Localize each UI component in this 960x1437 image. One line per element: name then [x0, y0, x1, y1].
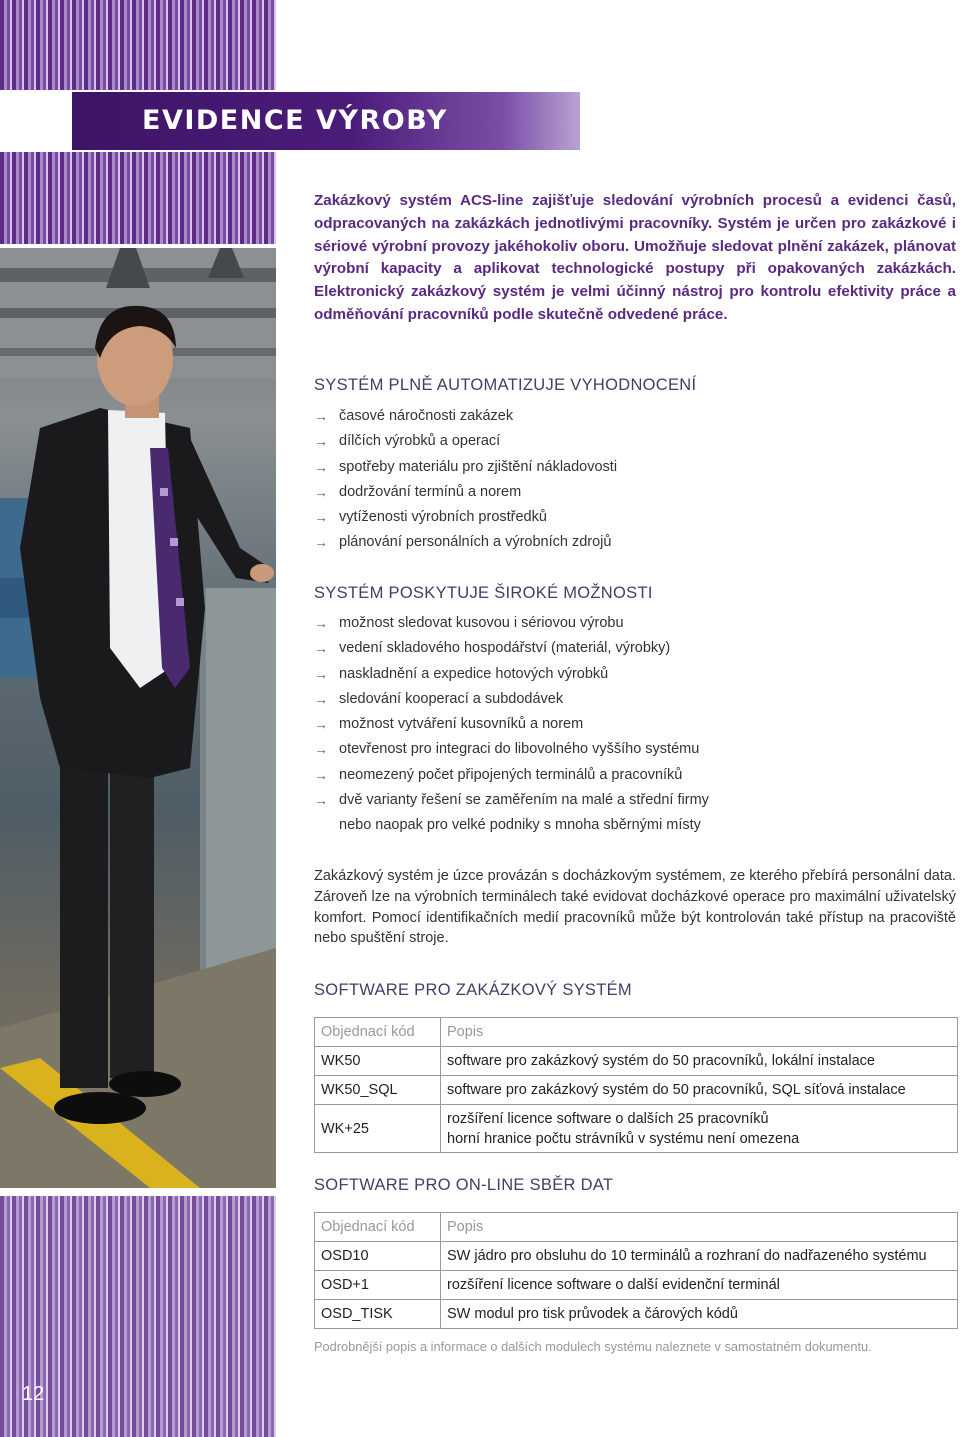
- list-item: → naskladnění a expedice hotových výrobků: [314, 662, 709, 687]
- arrow-right-icon: →: [314, 534, 328, 551]
- table-cell-desc: SW jádro pro obsluhu do 10 terminálů a rozhraní do nadřazeného systému: [441, 1242, 958, 1271]
- worker-photo-illustration: [0, 248, 276, 1188]
- table-cell-code: WK+25: [315, 1105, 441, 1153]
- options-list: [314, 611, 709, 839]
- table-cell-desc-line: rozšíření licence software o dalších 25 pracovníků: [447, 1110, 769, 1127]
- list-item: → otevřenost pro integraci do libovolného vyššího systému: [314, 737, 709, 762]
- table-row: [315, 1105, 958, 1153]
- online-table: [314, 1212, 958, 1329]
- arrow-right-icon: →: [314, 665, 328, 682]
- table-cell-code: WK50: [315, 1047, 441, 1076]
- col-header-code: Objednací kód: [315, 1018, 441, 1047]
- arrow-right-icon: →: [314, 458, 328, 475]
- list-item: → vedení skladového hospodářství (materiál, výrobky): [314, 636, 709, 661]
- evaluation-list: [314, 404, 617, 556]
- list-item: → možnost sledovat kusovou i sériovou výrobu: [314, 611, 709, 636]
- section-heading-options: SYSTÉM POSKYTUJE ŠIROKÉ MOŽNOSTI: [314, 584, 653, 602]
- table-row: [315, 1047, 958, 1076]
- software-table: [314, 1017, 958, 1153]
- table-row: [315, 1271, 958, 1300]
- list-item: → dílčích výrobků a operací: [314, 429, 617, 454]
- table-cell-desc: software pro zakázkový systém do 50 pracovníků, lokální instalace: [441, 1047, 958, 1076]
- arrow-right-icon: →: [314, 615, 328, 631]
- page-number: 12: [22, 1383, 45, 1405]
- list-item: → neomezený počet připojených terminálů a pracovníků: [314, 763, 709, 788]
- arrow-right-icon: →: [314, 792, 328, 809]
- col-header-desc: Popis: [441, 1018, 958, 1047]
- col-header-code: Objednací kód: [315, 1213, 441, 1242]
- worker-photo: [0, 248, 276, 1188]
- arrow-right-icon: →: [314, 640, 328, 657]
- col-header-desc: Popis: [441, 1213, 958, 1242]
- table-header-row: [315, 1018, 958, 1047]
- arrow-right-icon: →: [314, 433, 328, 450]
- table-row: [315, 1300, 958, 1329]
- table-row: [315, 1242, 958, 1271]
- table-row: [315, 1076, 958, 1105]
- table-cell-desc: rozšíření licence software o další evidenční terminál: [441, 1271, 958, 1300]
- list-item: → spotřeby materiálu pro zjištění nákladovosti: [314, 455, 617, 480]
- arrow-right-icon: →: [314, 483, 328, 500]
- table-cell-desc: software pro zakázkový systém do 50 pracovníků, SQL síťová instalace: [441, 1076, 958, 1105]
- intro-paragraph: Zakázkový systém ACS-line zajišťuje sledování výrobních procesů a evidenci časů, odpracovaných na zakázkách jednotlivými pracovníky. Systém je určen pro zakázkové i sériové výrobní provozy jakéhokoliv oboru. Umožňuje sledovat plnění zakázek, plánovat výrobní kapacity a aplikovat technologické postupy při opakovaných zakázkách. Elektronický zakázkový systém je velmi účinný nástroj pro kontrolu efektivity práce a odměňování pracovníků podle skutečně odvedené práce.: [314, 192, 956, 323]
- page-title: EVIDENCE VÝROBY: [142, 105, 448, 136]
- table-cell-code: OSD_TISK: [315, 1300, 441, 1329]
- section-heading-evaluation: SYSTÉM PLNĚ AUTOMATIZUJE VYHODNOCENÍ: [314, 376, 697, 394]
- list-item: → dodržování termínů a norem: [314, 480, 617, 505]
- arrow-right-icon: →: [314, 716, 328, 733]
- top-stripe-decoration: [0, 0, 276, 90]
- table-cell-code: OSD+1: [315, 1271, 441, 1300]
- table-cell-code: WK50_SQL: [315, 1076, 441, 1105]
- arrow-right-icon: →: [314, 509, 328, 526]
- table-header-row: [315, 1213, 958, 1242]
- list-item: → plánování personálních a výrobních zdrojů: [314, 530, 617, 555]
- list-item: → možnost vytváření kusovníků a norem: [314, 712, 709, 737]
- section-heading-online: SOFTWARE PRO ON-LINE SBĚR DAT: [314, 1176, 614, 1194]
- arrow-right-icon: →: [314, 741, 328, 758]
- list-item-continuation: nebo naopak pro velké podniky s mnoha sběrnými místy: [339, 817, 701, 834]
- list-item: → vytíženosti výrobních prostředků: [314, 505, 617, 530]
- table-cell-desc: [441, 1105, 958, 1153]
- arrow-right-icon: →: [314, 690, 328, 707]
- table-cell-desc-line: horní hranice počtu strávníků v systému není omezena: [447, 1130, 800, 1147]
- section-heading-software: SOFTWARE PRO ZAKÁZKOVÝ SYSTÉM: [314, 981, 632, 999]
- arrow-right-icon: →: [314, 766, 328, 783]
- list-item: → sledování kooperací a subdodávek: [314, 687, 709, 712]
- list-item: → časové náročnosti zakázek: [314, 404, 617, 429]
- mid-stripe-decoration: [0, 152, 276, 244]
- table-cell-desc: SW modul pro tisk průvodek a čárových kódů: [441, 1300, 958, 1329]
- arrow-right-icon: →: [314, 408, 328, 424]
- table-cell-code: OSD10: [315, 1242, 441, 1271]
- footnote: Podrobnější popis a informace o dalších modulech systému naleznete v samostatném dokumentu.: [314, 1339, 872, 1354]
- list-item: → dvě varianty řešení se zaměřením na malé a střední firmy: [314, 788, 709, 813]
- integration-paragraph: Zakázkový systém je úzce provázán s docházkovým systémem, ze kterého přebírá personální data. Zároveň lze na výrobních terminálech také evidovat docházkové operace pro maximální uživatelský komfort. Pomocí identifikačních medií pracovníků může být kontrolován také přístup na pracoviště nebo spuštění stroje.: [314, 868, 956, 947]
